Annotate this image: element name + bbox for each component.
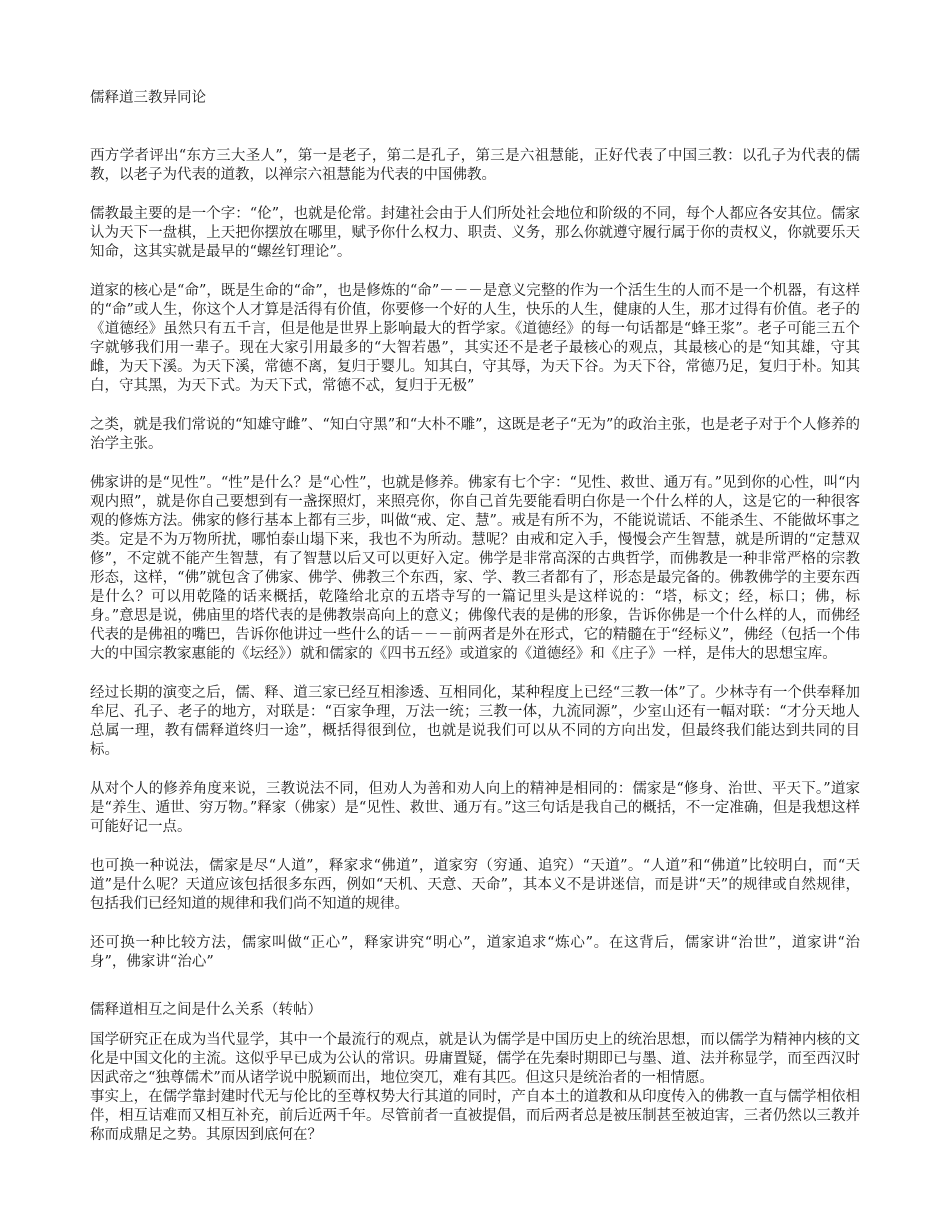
article-title-repost: 儒释道相互之间是什么关系（转帖） [90, 1002, 322, 1018]
paragraph-buddhism: 佛家讲的是“见性”。“性”是什么？是“心性”，也就是修养。佛家有七个字：“见性、救世、通万有。”见到你的心性，叫“内观内照”，就是你自己要想到有一盏探照灯，来照亮你，你自己首先要能看明白你是一个什么样的人，这是它的一种很客观的修炼方法。佛家的修行基本上都有三步，叫做“戒、定、慧”。戒是有所不为，不能说谎话、不能杀生、不能做坏事之类。定是不为万物所扰，哪怕泰山塌下来，我也不为所动。慧呢？由戒和定入手，慢慢会产生智慧，就是所谓的“定慧双修”，不定就不能产生智慧，有了智慧以后又可以更好入定。佛学是非常高深的古典哲学，而佛教是一种非常严格的宗教形态，这样，“佛”就包含了佛家、佛学、佛教三个东西，家、学、教三者都有了，形态是最完备的。佛教佛学的主要东西是什么？可以用乾隆的话来概括，乾隆给北京的五塔寺写的一篇记里头是这样说的：“塔，标文；经，标口；佛，标身。”意思是说，佛庙里的塔代表的是佛教崇高向上的意义；佛像代表的是佛的形象，告诉你佛是一个什么样的人，而佛经代表的是佛祖的嘴巴，告诉你他讲过一些什么的话－－－前两者是外在形式，它的精髓在于“经标义”，佛经（包括一个伟大的中国宗教家惠能的《坛经》）就和儒家的《四书五经》或道家的《道德经》和《庄子》一样，是伟大的思想宝库。 [90, 475, 860, 662]
document-body [90, 88, 860, 1145]
paragraph-taoism-continued: 之类，就是我们常说的“知雄守雌”、“知白守黑”和“大朴不雕”，这既是老子“无为”的政治主张，也是老子对于个人修养的治学主张。 [90, 417, 860, 452]
paragraph-taoism: 道家的核心是“命”，既是生命的“命”，也是修炼的“命”－－－是意义完整的作为一个活生生的人而不是一个机器，有这样的“命”或人生，你这个人才算是活得有价值，你要修一个好的人生，快乐的人生，健康的人生，那才过得有价值。老子的《道德经》虽然只有五千言，但是他是世界上影响最大的哲学家。《道德经》的每一句话都是“蜂王浆”。老子可能三五个字就够我们用一辈子。现在大家引用最多的“大智若愚”，其实还不是老子最核心的观点，其最核心的是“知其雄，守其雌，为天下溪。为天下溪，常德不离，复归于婴儿。知其白，守其辱，为天下谷。为天下谷，常德乃足，复归于朴。知其白，守其黑，为天下式。为天下式，常德不忒，复归于无极” [90, 283, 860, 394]
paragraph-three-hearts: 还可换一种比较方法，儒家叫做“正心”，释家讲究“明心”，道家追求“炼心”。在这背后，儒家讲“治世”，道家讲“治身”，佛家讲“治心” [90, 935, 860, 970]
paragraph-three-teachings-unity: 经过长期的演变之后，儒、释、道三家已经互相渗透、互相同化，某种程度上已经“三教一体”了。少林寺有一个供奉释加牟尼、孔子、老子的地方，对联是：“百家争理，万法一统；三教一体，九流同源”，少室山还有一幅对联：“才分天地人总属一理，教有儒释道终归一途”，概括得很到位，也就是说我们可以从不同的方向出发，但最终我们能达到共同的目标。 [90, 685, 860, 758]
paragraph-three-ways: 也可换一种说法，儒家是尽“人道”，释家求“佛道”，道家穷（穷通、追究）“天道”。“人道”和“佛道”比较明白，而“天道”是什么呢？天道应该包括很多东西，例如“天机、天意、天命”，其本义不是讲迷信，而是讲“天”的规律或自然规律，包括我们已经知道的规律和我们尚不知道的规律。 [90, 858, 860, 912]
paragraph-self-cultivation: 从对个人的修养角度来说，三教说法不同，但劝人为善和劝人向上的精神是相同的：儒家是“修身、治世、平天下。”道家是“养生、遁世、穷万物。”释家（佛家）是“见性、救世、通万有。”这三句话是我自己的概括，不一定准确，但是我想这样可能好记一点。 [90, 781, 860, 835]
paragraph-three-sages: 西方学者评出“东方三大圣人”，第一是老子，第二是孔子，第三是六祖慧能，正好代表了中国三教：以孔子为代表的儒教，以老子为代表的道教，以禅宗六祖慧能为代表的中国佛教。 [90, 148, 860, 183]
paragraph-three-religions-reason: 事实上，在儒学靠封建时代无与伦比的至尊权势大行其道的同时，产自本土的道教和从印度传入的佛教一直与儒学相依相伴，相互诘难而又相互补充，前后近两千年。尽管前者一直被提倡，而后两者总是被压制甚至被迫害，三者仍然以三教并称而成鼎足之势。其原因到底何在？ [90, 1089, 860, 1143]
paragraph-guoxue: 国学研究正在成为当代显学，其中一个最流行的观点，就是认为儒学是中国历史上的统治思想，而以儒学为精神内核的文化是中国文化的主流。这似乎早已成为公认的常识。毋庸置疑，儒学在先秦时期即已与墨、道、法并称显学，而至西汉时因武帝之“独尊儒术”而从诸学说中脱颖而出，地位突兀，难有其匹。但这只是统治者的一相情愿。 [90, 1032, 860, 1086]
paragraph-confucianism: 儒教最主要的是一个字：“伦”，也就是伦常。封建社会由于人们所处社会地位和阶级的不同，每个人都应各安其位。儒家认为天下一盘棋，上天把你摆放在哪里，赋予你什么权力、职责、义务，那么你就遵守履行属于你的责权义，你就要乐天知命，这其实就是最早的“螺丝钉理论”。 [90, 206, 860, 260]
article-title: 儒释道三教异同论 [90, 90, 206, 106]
